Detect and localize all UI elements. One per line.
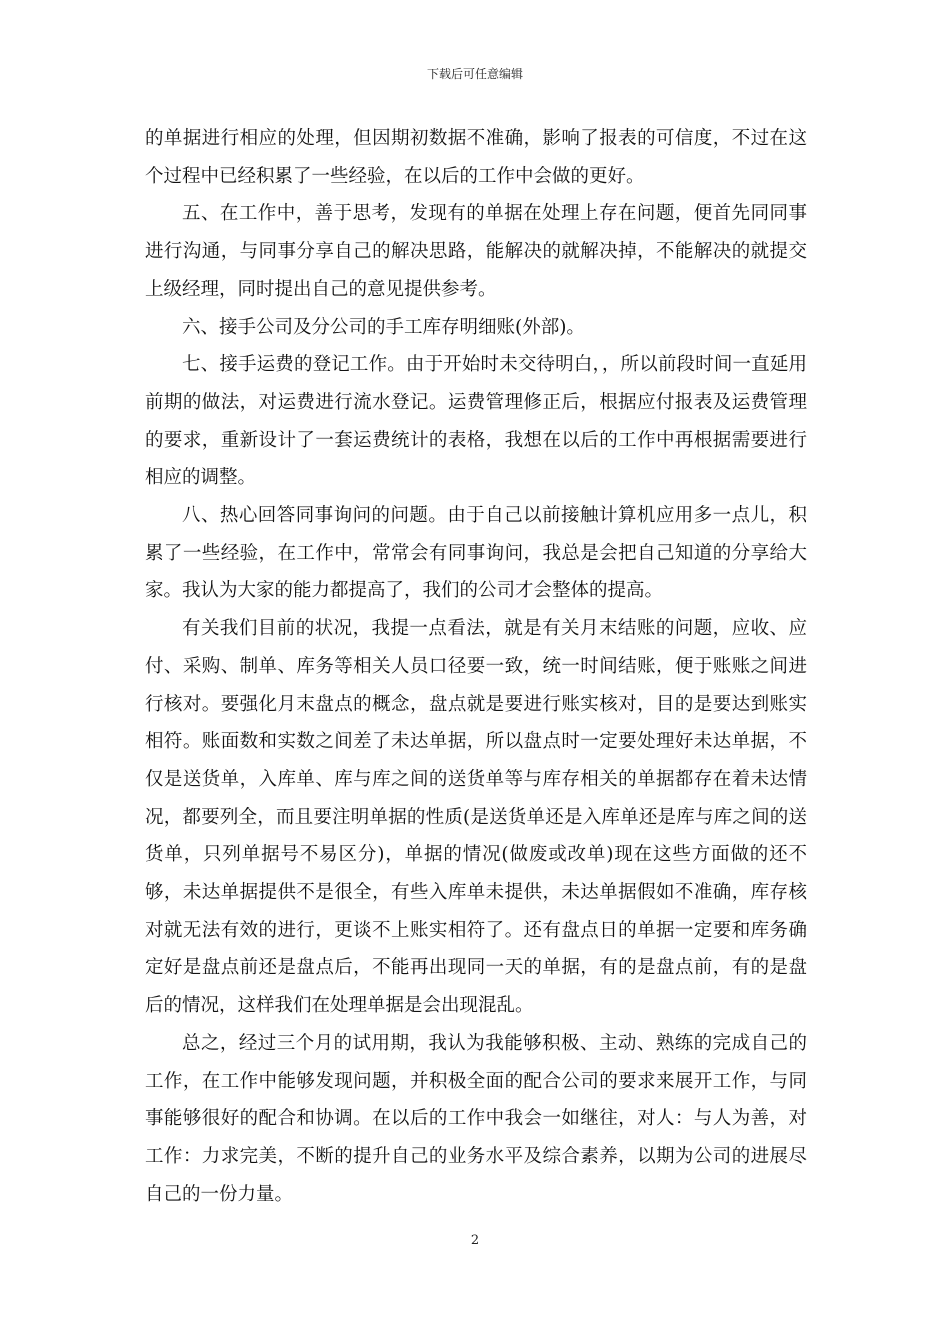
page-header: 下载后可任意编辑 (426, 67, 523, 81)
paragraph-item-5: 五、在工作中，善于思考，发现有的单据在处理上存在问题，便首先同同事进行沟通，与同事分享自己的解决思路，能解决的就解决掉，不能解决的就提交上级经理，同时提出自己的意见提供参考。 (145, 203, 807, 300)
paragraph-item-6: 六、接手公司及分公司的手工库存明细账(外部)。 (182, 316, 585, 338)
paragraph-continuation: 的单据进行相应的处理，但因期初数据不准确，影响了报表的可信度，不过在这个过程中已经积累了一些经验，在以后的工作中会做的更好。 (145, 128, 807, 187)
paragraph-conclusion: 总之，经过三个月的试用期，我认为我能够积极、主动、熟练的完成自己的工作，在工作中能够发现问题，并积极全面的配合公司的要求来展开工作，与同事能够很好的配合和协调。在以后的工作中我会一如继往，对人：与人为善，对工作：力求完美，不断的提升自己的业务水平及综合素养，以期为公司的进展尽自己的一份力量。 (145, 1032, 807, 1205)
paragraph-item-8: 八、热心回答同事询问的问题。由于自己以前接触计算机应用多一点儿，积累了一些经验，在工作中，常常会有同事询问，我总是会把自己知道的分享给大家。我认为大家的能力都提高了，我们的公司才会整体的提高。 (145, 505, 807, 602)
paragraph-opinion: 有关我们目前的状况，我提一点看法，就是有关月末结账的问题，应收、应付、采购、制单、库务等相关人员口径要一致，统一时间结账，便于账账之间进行核对。要强化月末盘点的概念，盘点就是要进行账实核对，目的是要达到账实相符。账面数和实数之间差了未达单据，所以盘点时一定要处理好未达单据，不仅是送货单，入库单、库与库之间的送货单等与库存相关的单据都存在着未达情况，都要列全，而且要注明单据的性质(是送货单还是入库单还是库与库之间的送货单，只列单据号不易区分)，单据的情况(做废或改单)现在这些方面做的还不够，未达单据提供不是很全，有些入库单未提供，未达单据假如不准确，库存核对就无法有效的进行，更谈不上账实相符了。还有盘点日的单据一定要和库务确定好是盘点前还是盘点后，不能再出现同一天的单据，有的是盘点前，有的是盘后的情况，这样我们在处理单据是会出现混乱。 (145, 618, 807, 1017)
page-number: 2 (470, 1233, 480, 1248)
paragraph-item-7: 七、接手运费的登记工作。由于开始时未交待明白，，所以前段时间一直延用前期的做法，对运费进行流水登记。运费管理修正后，根据应付报表及运费管理的要求，重新设计了一套运费统计的表格，我想在以后的工作中再根据需要进行相应的调整。 (145, 354, 807, 489)
document-body (145, 120, 807, 1213)
